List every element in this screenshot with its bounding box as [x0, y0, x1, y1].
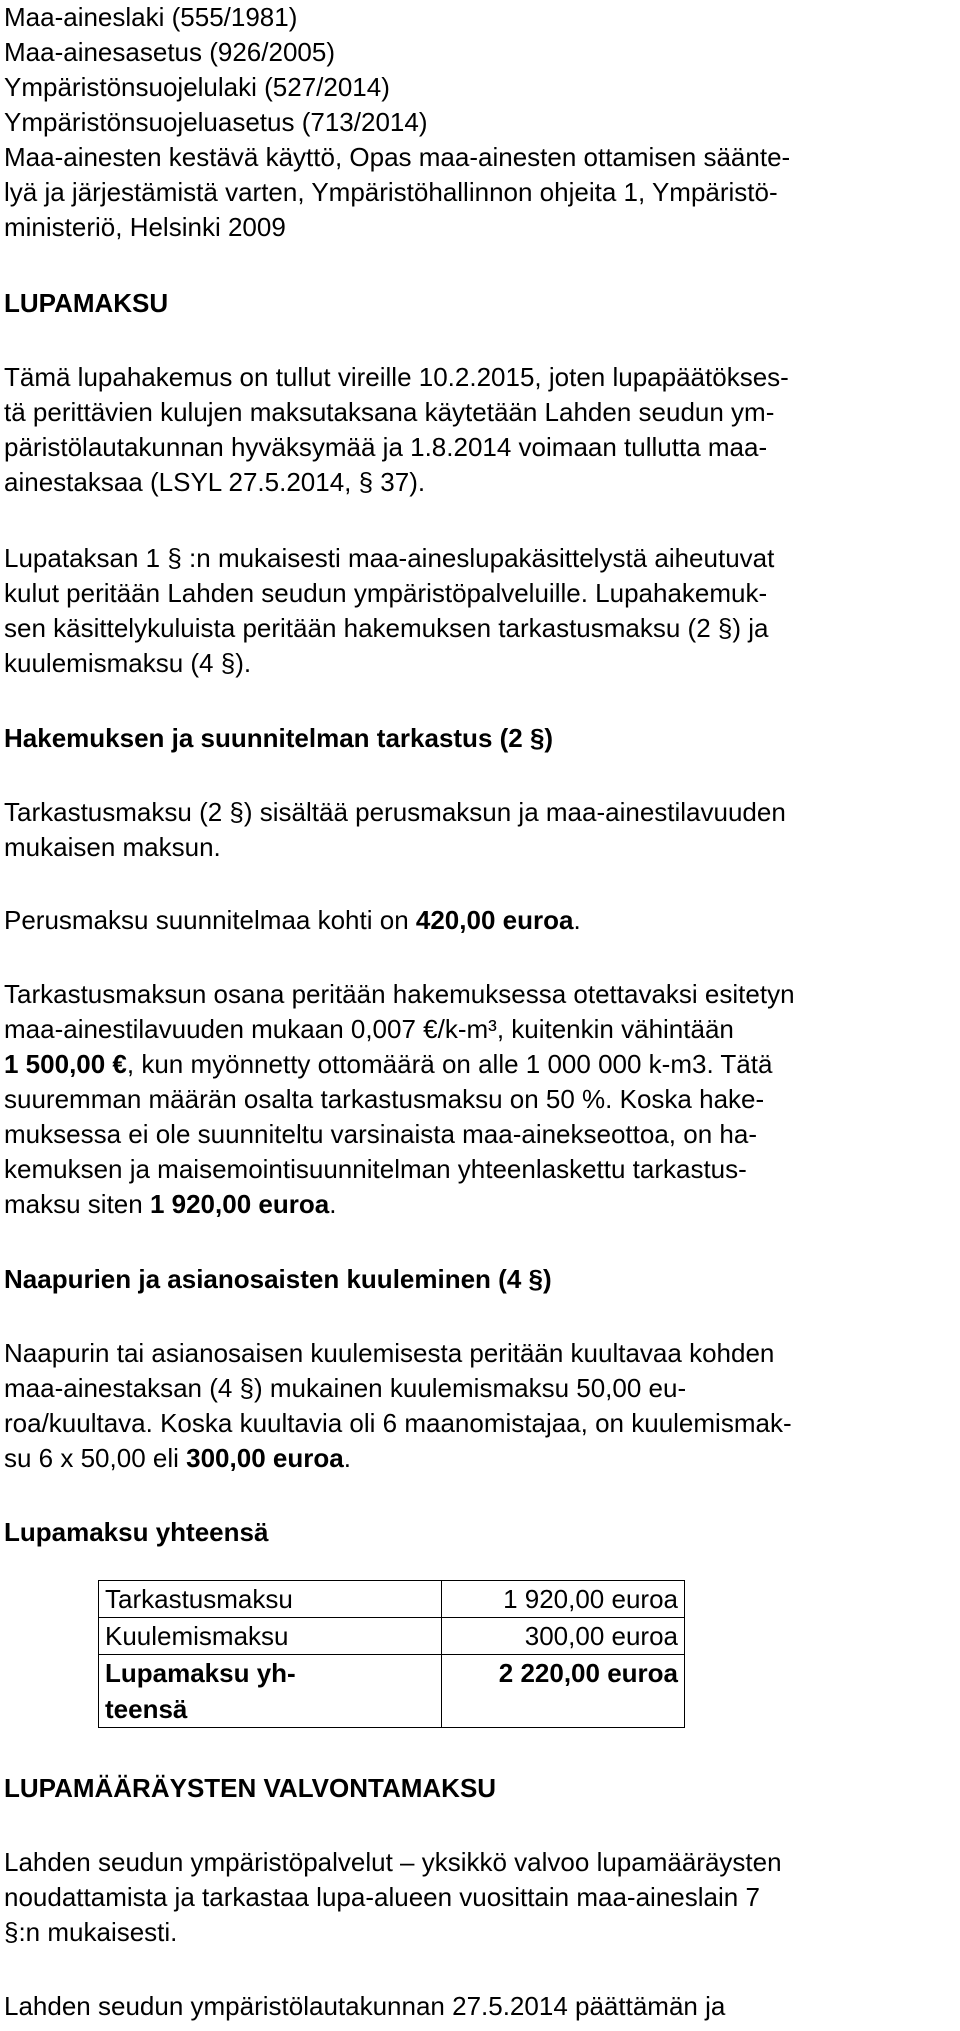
paragraph-line: Lupataksan 1 § :n mukaisesti maa-aineslupakäsittelystä aiheutuvat [4, 543, 775, 573]
paragraph-line: päristölautakunnan hyväksymää ja 1.8.2014 voimaan tullutta maa- [4, 432, 768, 462]
paragraph-line: Tämä lupahakemus on tullut vireille 10.2.2015, joten lupapäätökses- [4, 362, 789, 392]
paragraph-line: mukaisen maksun. [4, 832, 221, 862]
section-heading-yhteensa: Lupamaksu yhteensä [4, 1517, 269, 1547]
section-heading-kuuleminen: Naapurien ja asianosaisten kuuleminen (4 §) [4, 1264, 552, 1294]
paragraph-line: §:n mukaisesti. [4, 1917, 178, 1947]
paragraph-text: , kun myönnetty ottomäärä on alle 1 000 000 k-m3. Tätä [126, 1049, 773, 1079]
total-label-line: Lupamaksu yh- [105, 1658, 296, 1688]
paragraph-line: sen käsittelykuluista peritään hakemuksen tarkastusmaksu (2 §) ja [4, 613, 769, 643]
paragraph-line: kulut peritään Lahden seudun ympäristöpalveluille. Lupahakemuk- [4, 578, 768, 608]
table-row [99, 1581, 685, 1618]
paragraph-line [4, 1189, 336, 1220]
paragraph-line: Lahden seudun ympäristölautakunnan 27.5.2014 päättämän ja [4, 1991, 726, 2021]
paragraph-line: roa/kuultava. Koska kuultavia oli 6 maanomistajaa, on kuulemismak- [4, 1408, 792, 1438]
reference-line: lyä ja järjestämistä varten, Ympäristöhallinnon ohjeita 1, Ympäristö- [4, 177, 778, 207]
table-cell-total-amount: 2 220,00 euroa [442, 1655, 685, 1728]
paragraph-line [4, 1443, 351, 1474]
perusmaksu-line [4, 905, 581, 936]
tarkastusmaksu-amount: 1 920,00 euroa [149, 1189, 330, 1219]
reference-line: ministeriö, Helsinki 2009 [4, 212, 286, 242]
section-heading-tarkastus: Hakemuksen ja suunnitelman tarkastus (2 §) [4, 723, 554, 753]
paragraph-text: maksu siten [4, 1189, 150, 1219]
table-cell-total-label [99, 1655, 442, 1728]
section-heading-lupamaksu: LUPAMAKSU [4, 288, 169, 318]
reference-line: Maa-ainesten kestävä käyttö, Opas maa-ainesten ottamisen säänte- [4, 142, 791, 172]
table-cell-amount: 1 920,00 euroa [442, 1581, 685, 1618]
paragraph-line: kuulemismaksu (4 §). [4, 648, 252, 678]
table-cell-amount: 300,00 euroa [442, 1618, 685, 1655]
punctuation: . [329, 1189, 337, 1219]
reference-line: Ympäristönsuojelulaki (527/2014) [4, 72, 390, 102]
reference-line: Maa-ainesasetus (926/2005) [4, 37, 335, 67]
perusmaksu-text: Perusmaksu suunnitelmaa kohti on [4, 905, 416, 935]
paragraph-line: suuremman määrän osalta tarkastusmaksu on 50 %. Koska hake- [4, 1084, 765, 1114]
paragraph-line: muksessa ei ole suunniteltu varsinaista maa-ainekseottoa, on ha- [4, 1119, 757, 1149]
perusmaksu-amount: 420,00 euroa [415, 905, 574, 935]
section-heading-valvonta: LUPAMÄÄRÄYSTEN VALVONTAMAKSU [4, 1773, 497, 1803]
table-cell-label: Tarkastusmaksu [99, 1581, 442, 1618]
paragraph-line: tä perittävien kulujen maksutaksana käytetään Lahden seudun ym- [4, 397, 775, 427]
table-cell-label: Kuulemismaksu [99, 1618, 442, 1655]
reference-line: Maa-aineslaki (555/1981) [4, 2, 298, 32]
fee-summary-table [98, 1580, 685, 1728]
paragraph-line: Naapurin tai asianosaisen kuulemisesta peritään kuultavaa kohden [4, 1338, 775, 1368]
paragraph-line: kemuksen ja maisemointisuunnitelman yhteenlaskettu tarkastus- [4, 1154, 747, 1184]
paragraph-line: maa-ainestaksan (4 §) mukainen kuulemismaksu 50,00 eu- [4, 1373, 687, 1403]
kuulemismaksu-amount: 300,00 euroa [186, 1443, 344, 1473]
table-row [99, 1618, 685, 1655]
paragraph-line: maa-ainestilavuuden mukaan 0,007 €/k-m³, kuitenkin vähintään [4, 1014, 734, 1044]
paragraph-line: ainestaksaa (LSYL 27.5.2014, § 37). [4, 467, 426, 497]
paragraph-line [4, 1049, 772, 1080]
paragraph-line: Lahden seudun ympäristöpalvelut – yksikkö valvoo lupamääräysten [4, 1847, 782, 1877]
punctuation: . [343, 1443, 351, 1473]
minimum-fee: 1 500,00 € [4, 1049, 127, 1079]
paragraph-line: Tarkastusmaksu (2 §) sisältää perusmaksun ja maa-ainestilavuuden [4, 797, 786, 827]
table-row-total [99, 1655, 685, 1728]
punctuation: . [573, 905, 581, 935]
total-label-line: teensä [105, 1694, 188, 1724]
paragraph-text: su 6 x 50,00 eli [4, 1443, 187, 1473]
paragraph-line: noudattamista ja tarkastaa lupa-alueen vuosittain maa-aineslain 7 [4, 1882, 760, 1912]
reference-line: Ympäristönsuojeluasetus (713/2014) [4, 107, 428, 137]
paragraph-line: Tarkastusmaksun osana peritään hakemuksessa otettavaksi esitetyn [4, 979, 795, 1009]
